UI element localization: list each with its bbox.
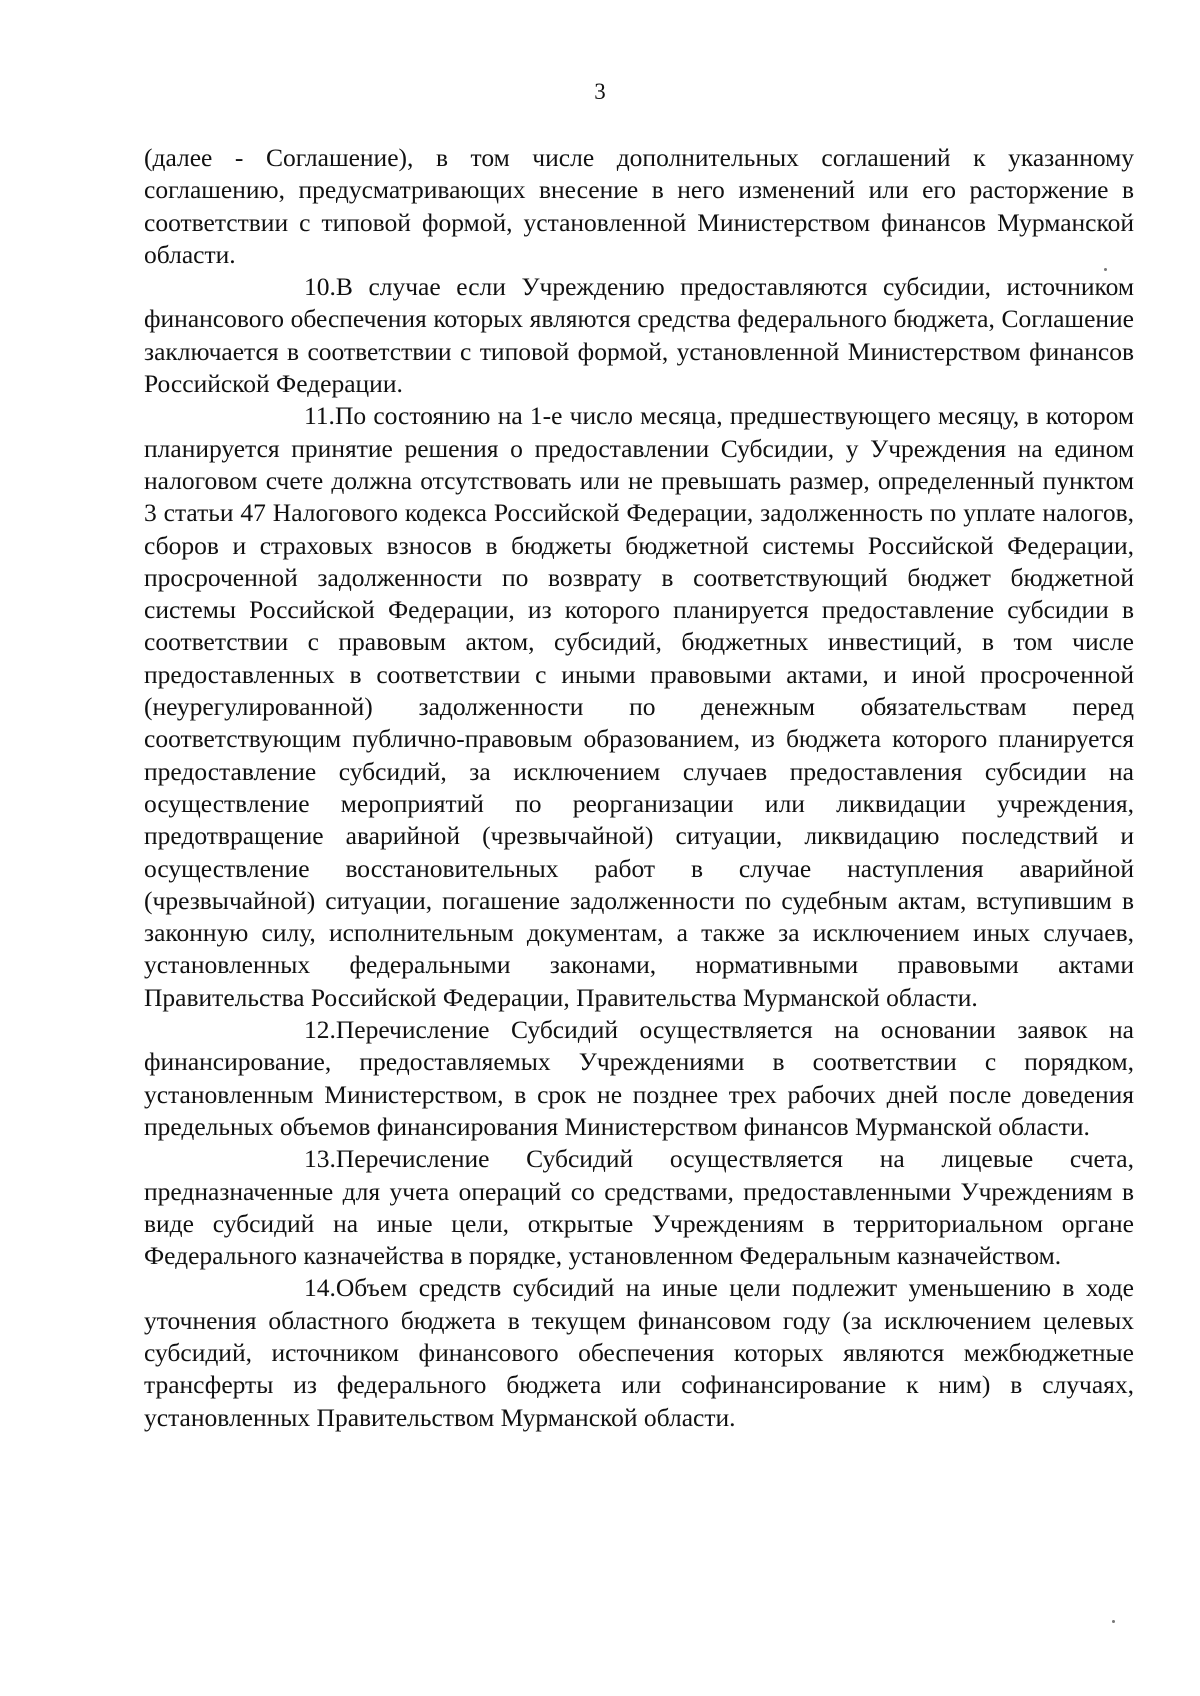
document-body (144, 142, 1134, 1434)
scan-speck (1112, 1620, 1115, 1623)
paragraph-number: 13. (304, 1144, 336, 1174)
paragraph-10 (144, 271, 1134, 400)
scan-speck (1104, 268, 1107, 271)
paragraph-text: Объем средств субсидий на иные цели подлежит уменьшению в ходе уточнения областного бюджета в текущем финансовом году (за исключением целевых субсидий, источником финансового обеспечения которых являются межбюджетные трансферты из федерального бюджета или софинансирование к ним) в случаях, установленных Правительством Мурманской области. (144, 1273, 1134, 1432)
paragraph-14 (144, 1272, 1134, 1433)
paragraph-13 (144, 1143, 1134, 1272)
paragraph-text: Перечисление Субсидий осуществляется на основании заявок на финансирование, предоставляемых Учреждениями в соответствии с порядком, установленным Министерством, в срок не позднее трех рабочих дней после доведения предельных объемов финансирования Министерством финансов Мурманской области. (144, 1015, 1134, 1141)
paragraph-text: В случае если Учреждению предоставляются субсидии, источником финансового обеспечения которых являются средства федерального бюджета, Соглашение заключается в соответствии с типовой формой, установленной Министерством финансов Российской Федерации. (144, 272, 1134, 399)
paragraph-number: 10. (304, 272, 336, 302)
page-number: 3 (594, 79, 606, 104)
paragraph-text: Перечисление Субсидий осуществляется на лицевые счета, предназначенные для учета операций со средствами, предоставленными Учреждениям в виде субсидий на иные цели, открытые Учреждениям в территориальном органе Федерального казначейства в порядке, установленном Федеральным казначейством. (144, 1144, 1134, 1271)
paragraph-continuation (144, 142, 1134, 271)
paragraph-number: 12. (304, 1015, 336, 1045)
paragraph-number: 11. (304, 401, 335, 431)
paragraph-12 (144, 1014, 1134, 1143)
paragraph-text: (далее - Соглашение), в том числе дополнительных соглашений к указанному соглашению, предусматривающих внесение в него изменений или его расторжение в соответствии с типовой формой, установленной Министерством финансов Мурманской области. (144, 143, 1134, 269)
paragraph-number: 14. (304, 1273, 336, 1303)
paragraph-11 (144, 400, 1134, 1014)
paragraph-text: По состоянию на 1-е число месяца, предшествующего месяцу, в котором планируется принятие решения о предоставлении Субсидии, у Учреждения на едином налоговом счете должна отсутствовать или не превышать размер, определенный пунктом 3 статьи 47 Налогового кодекса Российской Федерации, задолженность по уплате налогов, сборов и страховых взносов в бюджеты бюджетной системы Российской Федерации, просроченной задолженности по возврату в соответствующий бюджет бюджетной системы Российской Федерации, из которого планируется предоставление субсидии в соответствии с правовым актом, субсидий, бюджетных инвестиций, в том числе предоставленных в соответствии с иными правовыми актами, и иной просроченной (неурегулированной) задолженности по денежным обязательствам перед соответствующим публично-правовым образованием, из бюджета которого планируется предоставление субсидий, за исключением случаев предоставления субсидии на осуществление мероприятий по реорганизации или ликвидации учреждения, предотвращение аварийной (чрезвычайной) ситуации, ликвидацию последствий и осуществление восстановительных работ в случае наступления аварийной (чрезвычайной) ситуации, погашение задолженности по судебным актам, вступившим в законную силу, исполнительным документам, а также за исключением иных случаев, установленных федеральными законами, нормативными правовыми актами Правительства Российской Федерации, Правительства Мурманской области. (144, 401, 1134, 1012)
